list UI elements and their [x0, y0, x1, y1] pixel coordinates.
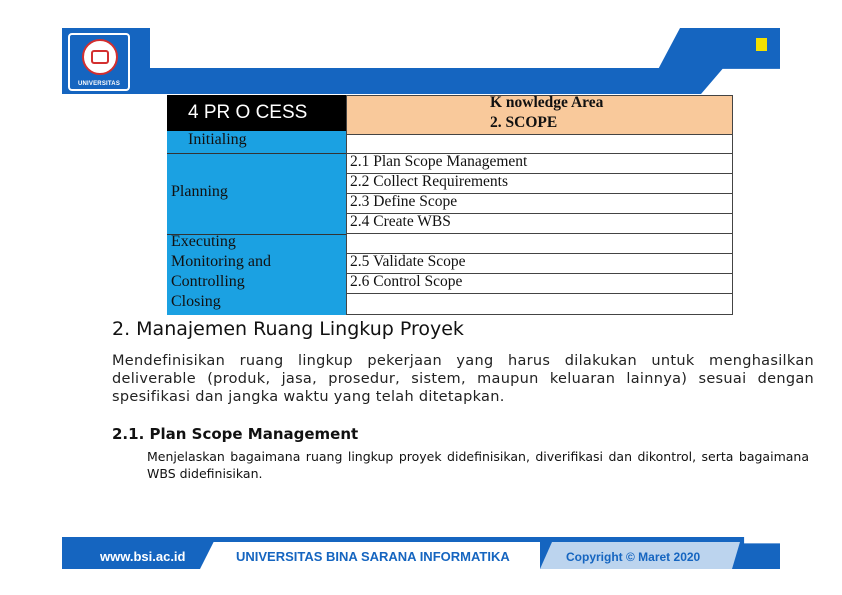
scope-row-divider [346, 233, 733, 234]
subsection-paragraph: Menjelaskan bagaimana ruang lingkup proyek didefinisikan, diverifikasi dan dikontrol, serta bagaimana WBS didefinisikan. [147, 449, 809, 481]
scope-item: 2.4 Create WBS [350, 213, 451, 230]
section-title: 2. Manajemen Ruang Lingkup Proyek [112, 318, 464, 340]
process-planning: Planning [171, 183, 228, 200]
process-header-label: 4 PR O CESS [188, 102, 308, 123]
header-inner-panel [150, 28, 680, 68]
footer-copyright: Copyright © Maret 2020 [566, 550, 701, 564]
header-accent-square [756, 38, 767, 51]
knowledge-area-scope-label: 2. SCOPE [490, 114, 558, 131]
knowledge-area-label: K nowledge Area [490, 94, 604, 111]
scope-item: 2.1 Plan Scope Management [350, 153, 528, 170]
process-executing: Executing [171, 233, 236, 250]
process-controlling: Controlling [171, 273, 245, 290]
logo-mark-icon [91, 50, 109, 64]
section-paragraph: Mendefinisikan ruang lingkup pekerjaan yang harus dilakukan untuk menghasilkan deliverable (produk, jasa, prosedur, sistem, maupun keluaran lainnya) sesuai dengan spesifikasi dan jangka waktu yang telah ditetapkan. [112, 353, 814, 405]
scope-item: 2.2 Collect Requirements [350, 173, 508, 190]
scope-item: 2.6 Control Scope [350, 273, 463, 290]
footer-url: www.bsi.ac.id [100, 549, 186, 564]
university-logo [68, 33, 130, 91]
scope-row-divider [346, 293, 733, 294]
logo-emblem-icon [82, 39, 118, 75]
process-monitoring: Monitoring and [171, 253, 271, 270]
scope-item: 2.5 Validate Scope [350, 253, 466, 270]
logo-text: UNIVERSITAS [77, 81, 121, 87]
subsection-title: 2.1. Plan Scope Management [112, 425, 359, 443]
process-initialing: Initialing [188, 131, 247, 148]
process-row-divider [167, 153, 346, 154]
footer-university-name: UNIVERSITAS BINA SARANA INFORMATIKA [236, 549, 510, 564]
scope-item: 2.3 Define Scope [350, 193, 458, 210]
process-closing: Closing [171, 293, 221, 310]
